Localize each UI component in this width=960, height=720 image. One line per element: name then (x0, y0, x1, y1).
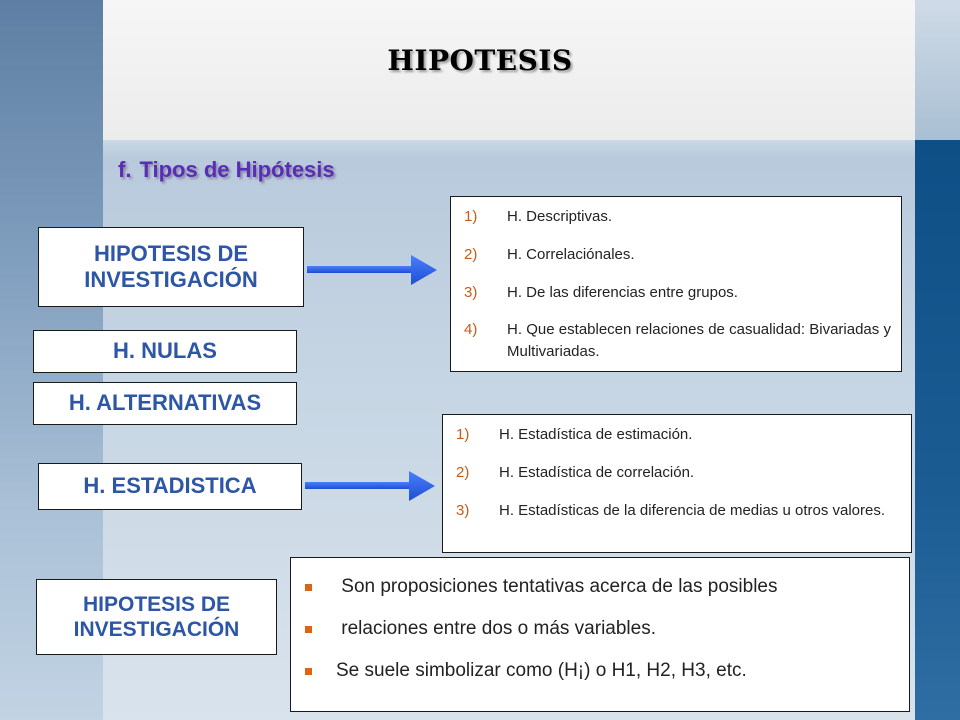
list-item-text: H. Que establecen relaciones de casualidad: Bivariadas y Multivariadas. (507, 321, 891, 360)
bullet-text: Se suele simbolizar como (H¡) o H1, H2, H3, etc. (336, 660, 747, 681)
subtitle-letter: f. (118, 157, 132, 182)
box-label: H. NULAS (113, 338, 217, 364)
box-line-2: INVESTIGACIÓN (73, 618, 240, 641)
list-hipotesis-investigacion (450, 196, 902, 372)
list-item (464, 206, 891, 228)
bullet-square-icon (305, 626, 312, 633)
bullet-text: relaciones entre dos o más variables. (336, 618, 656, 639)
list-item-text: H. Correlaciónales. (507, 245, 635, 263)
list-item-text: H. Descriptivas. (507, 208, 613, 225)
box-line-1: HIPOTESIS DE (93, 240, 249, 266)
slide-title: HIPOTESIS (387, 44, 573, 77)
list-item (464, 244, 891, 266)
list-item-text: H. Estadísticas de la diferencia de medias u otros valores. (499, 501, 886, 519)
list-hipotesis-estadistica (442, 414, 912, 553)
box-hipotesis-investigacion (38, 227, 304, 307)
list-item (464, 319, 891, 363)
box-h-alternativas (33, 382, 297, 425)
list-item-number: 1) (464, 208, 478, 225)
box-label: H. ESTADISTICA (83, 473, 257, 499)
list-item (456, 462, 901, 484)
bullet-text: Son proposiciones tentativas acerca de las posibles (336, 576, 778, 597)
bullet-list (290, 557, 910, 712)
background-strip-right (915, 140, 960, 720)
box-hipotesis-investigacion-2 (36, 579, 277, 655)
bullet-item (291, 650, 909, 692)
box-line-1: HIPOTESIS DE (82, 592, 231, 616)
section-subtitle (118, 157, 335, 183)
subtitle-text: Tipos de Hipótesis (139, 157, 335, 182)
arrow-right-icon (303, 466, 438, 506)
list-item-number: 2) (464, 245, 478, 263)
list-item (464, 282, 891, 304)
list-item (456, 424, 901, 446)
list-item-number: 4) (464, 321, 478, 339)
box-h-nulas (33, 330, 297, 373)
list-item-number: 3) (456, 501, 470, 519)
list-item-text: H. Estadística de estimación. (499, 426, 693, 443)
arrow-right-icon (305, 250, 440, 290)
bullet-item (291, 566, 909, 608)
list-item-number: 3) (464, 283, 478, 301)
list-item-text: H. Estadística de correlación. (499, 463, 695, 481)
list-item-number: 1) (456, 426, 470, 443)
bullet-square-icon (305, 668, 312, 675)
box-h-estadistica (38, 463, 302, 510)
list-item-number: 2) (456, 463, 470, 481)
list-item (456, 500, 901, 522)
list-item-text: H. De las diferencias entre grupos. (507, 283, 738, 301)
box-label: H. ALTERNATIVAS (68, 390, 262, 416)
box-line-2: INVESTIGACIÓN (84, 267, 258, 292)
bullet-item (291, 608, 909, 650)
bullet-square-icon (305, 584, 312, 591)
